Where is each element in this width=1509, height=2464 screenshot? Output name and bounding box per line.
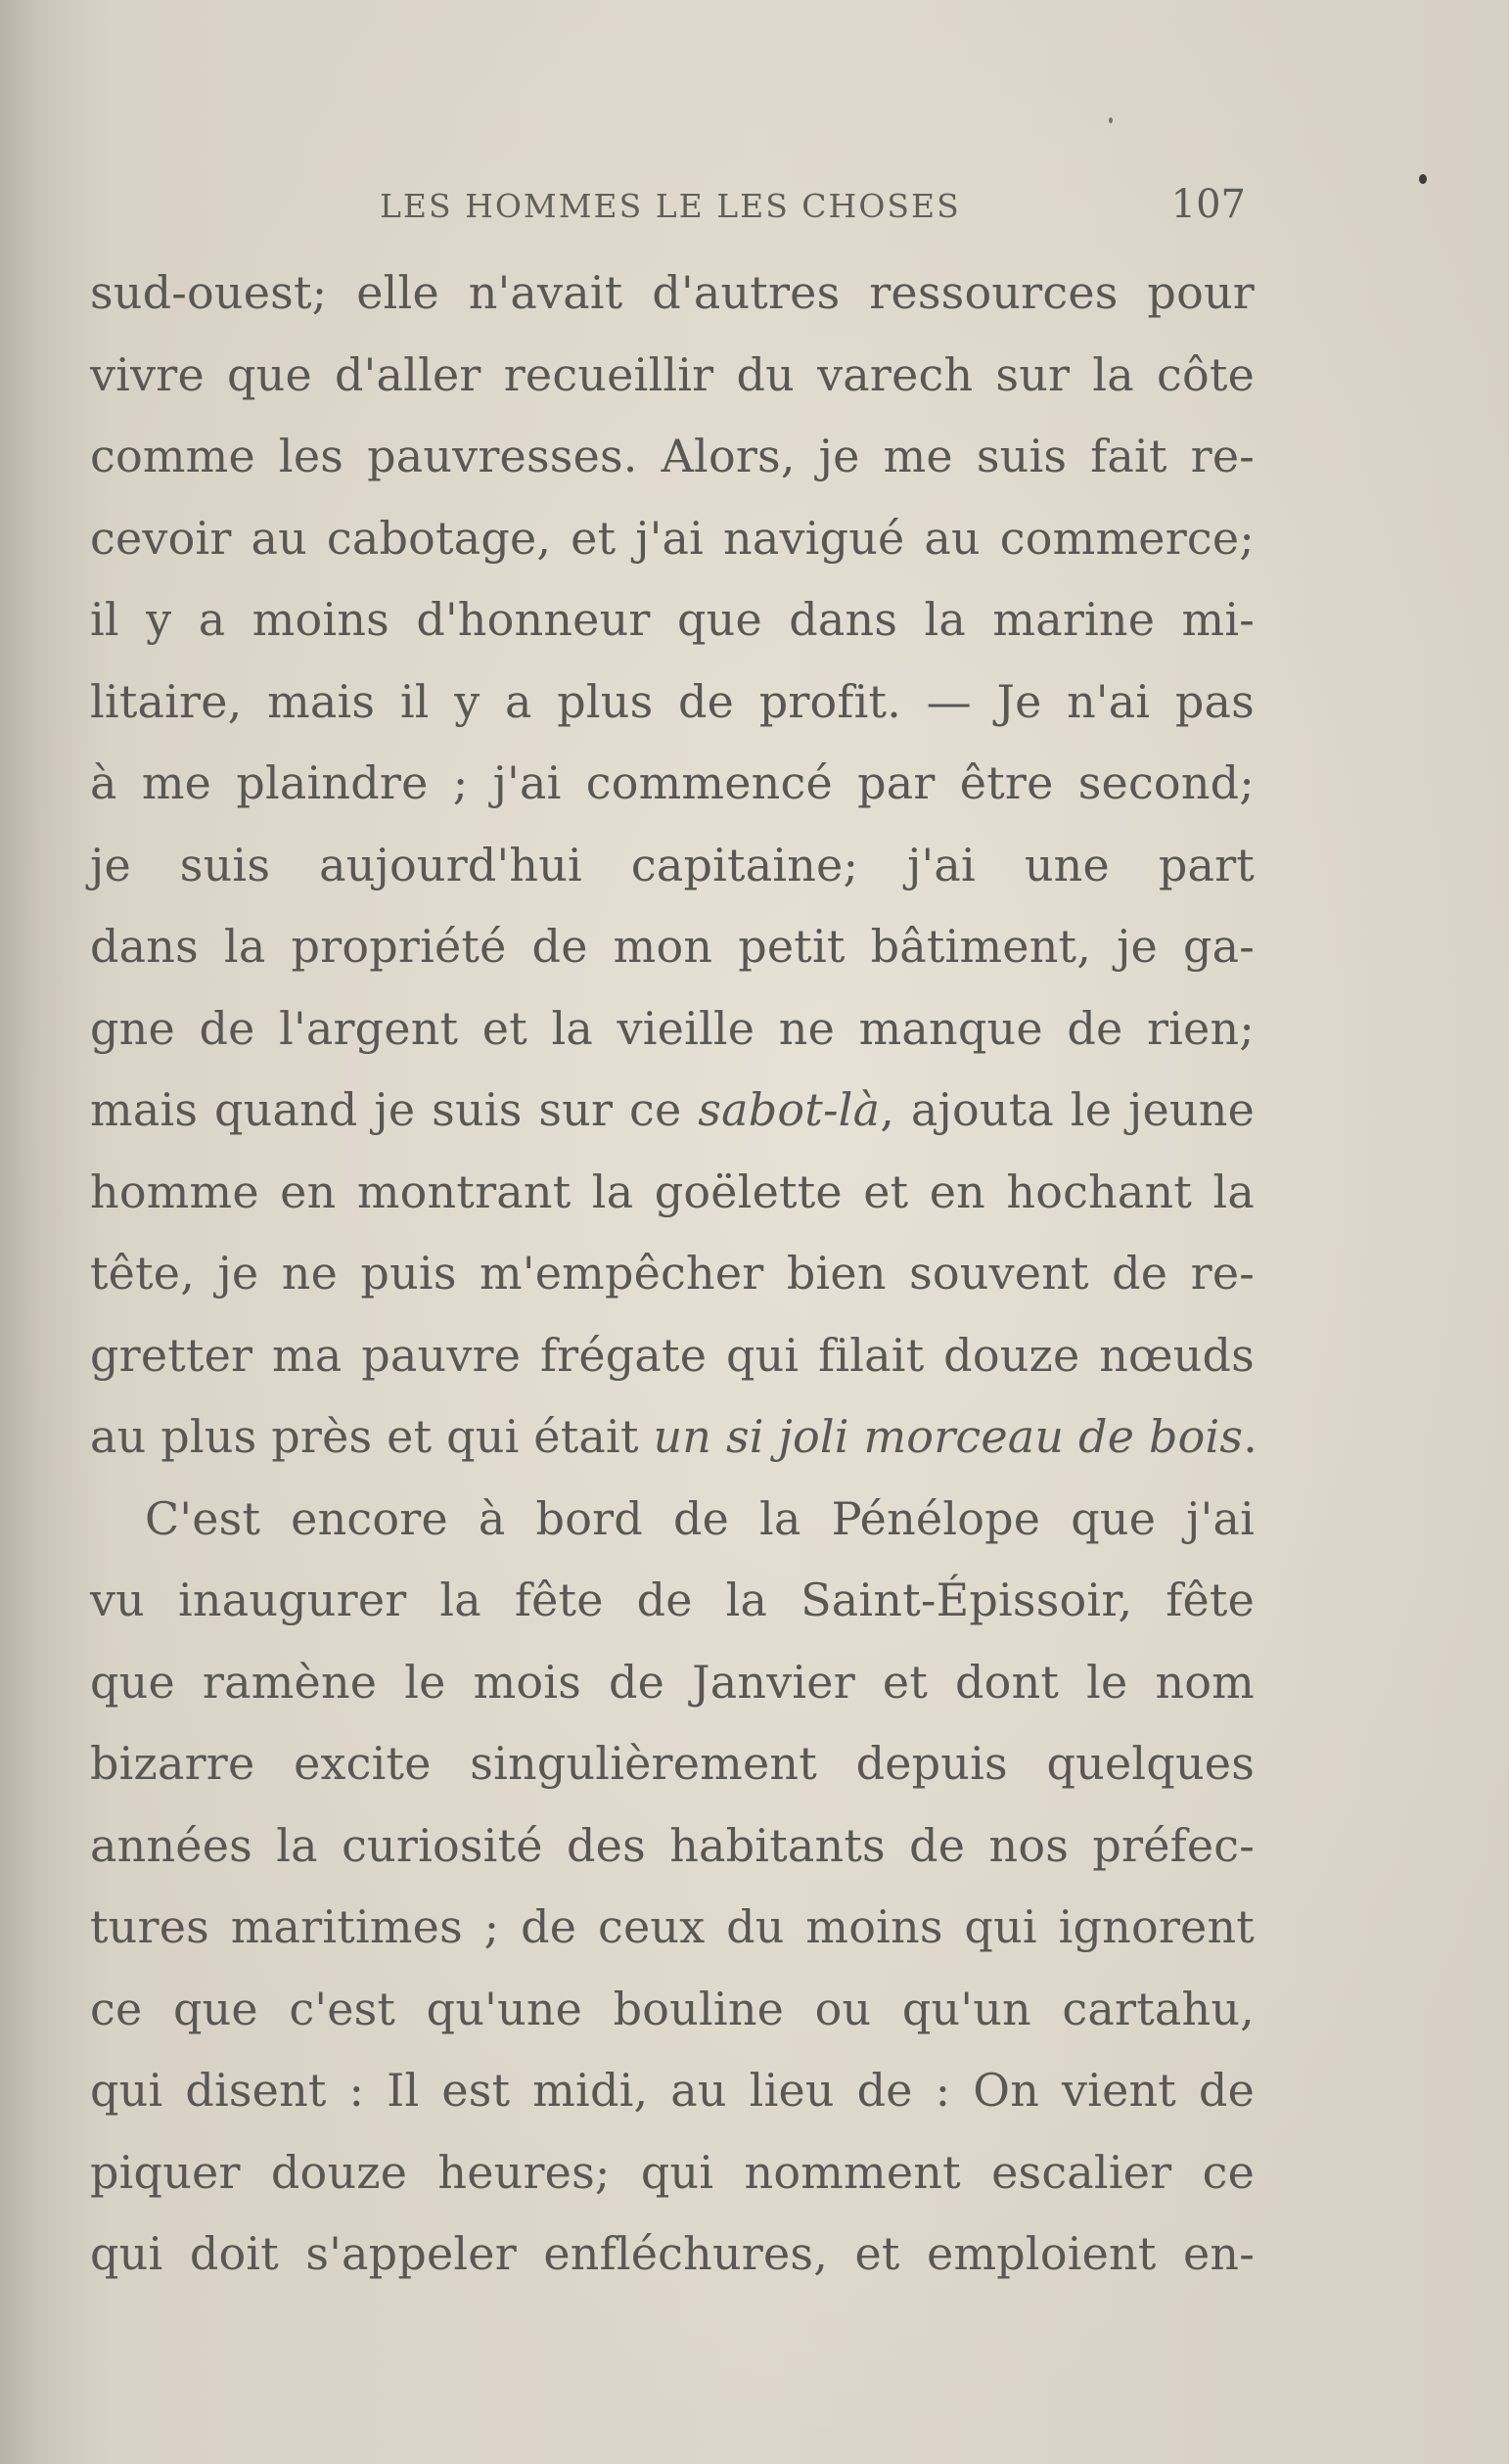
text-line: il y a moins d'honneur que dans la marine mi- [90, 593, 1255, 646]
text-line: vu inaugurer la fête de la Saint-Épissoir, fête [90, 1574, 1255, 1626]
text-line: dans la propriété de mon petit bâtiment, je ga- [90, 920, 1255, 973]
text-line: qui disent : Il est midi, au lieu de : On vient de [90, 2064, 1255, 2117]
text-line: comme les pauvresses. Alors, je me suis fait re- [90, 430, 1255, 482]
running-head: LES HOMMES LE LES CHOSES [380, 187, 961, 225]
italic-phrase: un si joli morceau de bois [653, 1410, 1244, 1463]
text-run: , ajouta le jeune [880, 1083, 1256, 1136]
italic-phrase: sabot-là [698, 1083, 881, 1136]
text-line: sud-ouest; elle n'avait d'autres ressources pour [90, 266, 1255, 319]
page-header [380, 182, 1246, 227]
text-line: tures maritimes ; de ceux du moins qui ignorent [90, 1900, 1255, 1953]
text-line: je suis aujourd'hui capitaine; j'ai une part [90, 838, 1255, 891]
text-line: bizarre excite singulièrement depuis quelques [90, 1737, 1255, 1790]
text-line: litaire, mais il y a plus de profit. — Je n'ai pas [90, 674, 1255, 728]
text-line: que ramène le mois de Janvier et dont le nom [90, 1655, 1255, 1709]
text-run: . [1243, 1410, 1258, 1463]
text-line: années la curiosité des habitants de nos préfec- [90, 1818, 1255, 1872]
text-line: cevoir au cabotage, et j'ai navigué au commerce; [90, 511, 1255, 565]
page-number: 107 [1170, 182, 1246, 227]
text-line: gne de l'argent et la vieille ne manque de rien; [90, 1001, 1255, 1055]
text-line: à me plaindre ; j'ai commencé par être second; [90, 756, 1255, 809]
ink-speck [1109, 117, 1113, 123]
text-line: vivre que d'aller recueillir du varech sur la côte [90, 347, 1255, 401]
text-run: au plus près et qui était [90, 1410, 654, 1463]
body-text [90, 252, 1258, 2296]
text-line [90, 1070, 1255, 1152]
text-run: mais quand je suis sur ce [90, 1083, 699, 1136]
text-line: ce que c'est qu'une bouline ou qu'un cartahu, [90, 1982, 1255, 2035]
text-line: tête, je ne puis m'empêcher bien souvent de re- [90, 1247, 1255, 1300]
text-line: homme en montrant la goëlette et en hochant la [90, 1164, 1255, 1218]
text-line: gretter ma pauvre frégate qui filait douze nœuds [90, 1328, 1255, 1382]
text-line [90, 1396, 1258, 1479]
ink-speck [1419, 174, 1427, 184]
text-line: qui doit s'appeler enfléchures, et emploient en- [90, 2227, 1255, 2280]
text-line: piquer douze heures; qui nomment escalier ce [90, 2145, 1255, 2199]
paragraph-first-line: C'est encore à bord de la Pénélope que j'ai [145, 1491, 1255, 1545]
